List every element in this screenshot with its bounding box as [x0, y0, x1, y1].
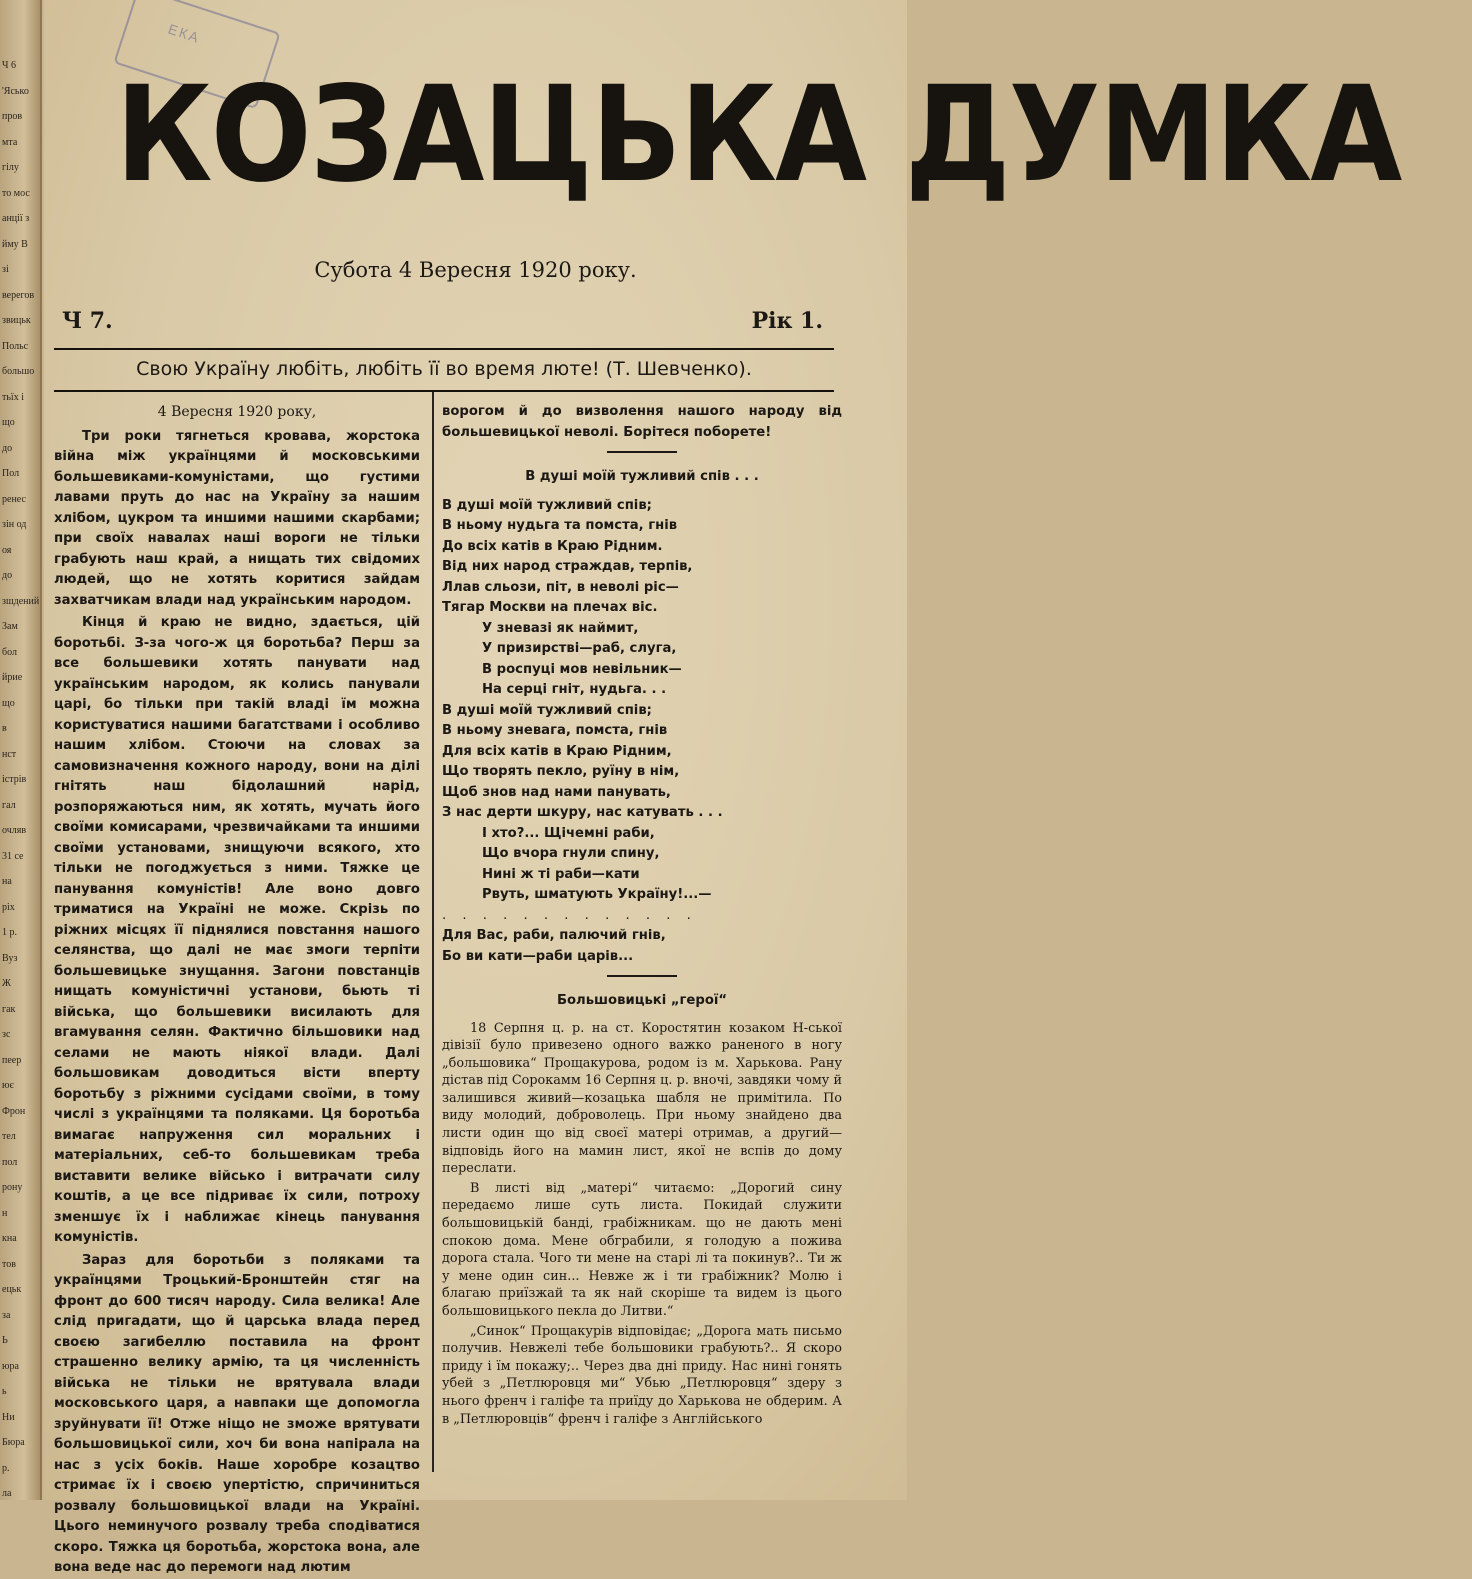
strip-fragment: рону: [2, 1182, 23, 1193]
poem-title: В душі моїй тужливий спів . . .: [525, 469, 759, 484]
strip-fragment: в: [2, 723, 7, 734]
strip-fragment: юра: [2, 1360, 19, 1372]
strip-fragment: гілу: [2, 162, 19, 173]
editorial-paragraph: Три роки тягнеться кровава, жорстока війна між українцями й московськими большевиками-комуністами, що густими лавами пруть до нас на Україну за нашим хлібом, цукром та иншими нашими скарбами; при своїх навалах наші вороги не тільки грабують наш край, а нищать тих свідомих людей, що не хотять коритися зайдам захватчикам влади над українським народом.: [54, 428, 420, 608]
strip-fragment: бол: [2, 646, 17, 658]
poem-line: В ньому нудьга та помста, гнів: [442, 518, 678, 533]
strip-fragment: н: [2, 1207, 8, 1219]
strip-fragment: до: [2, 570, 13, 581]
strip-fragment: йрие: [2, 672, 23, 683]
year-number: Рік 1.: [751, 308, 823, 334]
poem-line: Рвуть, шматують Україну!...—: [482, 887, 712, 902]
previous-page-edge: [0, 0, 42, 1500]
strip-fragment: тел: [2, 1131, 16, 1142]
strip-fragment: ь: [2, 1386, 7, 1397]
editorial-paragraph: Кінця й краю не видно, здається, цій боротьбі. З-за чого-ж ця боротьба? Перш за все большевики хотять панувати над українським народом, як колись панували царі, бо тільки при такій владі їм можна користуватися нашими багатствами і особливо нашим хлібом. Стоючи на словах за самовизначення кожного народу, вони на ділі гнітять наш бідолашний нарід, розпоряжаються ним, як хотять, мучать його своїми комисарами, чрезвичайками та иншими своїми установами, знищуючи всякого, хто тільки не погоджується з ними. Тяжке це панування комуністів! Але воно довго триматися на Україні не може. Скрізь по ріжних місцях її піднялися повстання нашого селянства, що далі не має змоги терпіти большевицьке знущання. Загони повстанців нищать комуністичні установи, бьють ті війська, що большевики висилають для вгамування селян. Фактично більшовики над селами не мають ніякої влади. Далі большовикам доводиться вісти вперту боротьбу з ріжними сусідами своїми, в тому числі з українцями та поляками. Ця боротьба вимагає напруження сил моральних і матеріальних, себ-то большевикам треба виставити велике військо і витрачати силу коштів, а це все підриває їх сили, потроху зменшує їх і наближає кінець панування комуністів.: [54, 615, 420, 1245]
masthead: [44, 50, 1401, 220]
strip-fragment: 1 р.: [2, 927, 17, 938]
strip-fragment: за: [2, 1309, 11, 1321]
strip-fragment: зшдений: [2, 595, 40, 607]
motto: Свою Україну любіть, любіть її во время люте! (Т. Шевченко).: [136, 358, 752, 380]
poem-line: В душі моїй тужливий спів;: [442, 702, 652, 718]
poem: [442, 496, 842, 968]
stamp-text: ЕКА: [166, 20, 203, 47]
poem-line: У призирстві—раб, слуга,: [482, 641, 677, 656]
poem-line: У зневазі як наймит,: [482, 620, 639, 636]
issue-number: Ч 7.: [62, 308, 113, 334]
motto-bottom-rule: [54, 390, 834, 392]
strip-fragment: звицьк: [2, 315, 31, 326]
poem-line: І хто?... Щічемні раби,: [482, 825, 655, 841]
strip-fragment: Ни: [2, 1411, 15, 1423]
newspaper-page: [44, 0, 1401, 1575]
strip-fragment: тов: [2, 1258, 16, 1270]
poem-line: Що вчора гнули спину,: [482, 846, 660, 861]
strip-fragment: Вуз: [2, 952, 18, 964]
poem-line: З нас дерти шкуру, нас катувать . . .: [442, 805, 723, 820]
column-divider: [432, 392, 434, 1472]
motto-top-rule: [54, 348, 834, 350]
strip-fragment: пров: [2, 111, 23, 122]
poem-line: В душі моїй тужливий спів;: [442, 497, 652, 513]
strip-fragment: Ь: [2, 1335, 8, 1346]
strip-fragment: гак: [2, 1003, 16, 1015]
strip-fragment: зін од: [2, 519, 27, 530]
strip-fragment: 'Ясько: [2, 85, 29, 97]
strip-fragment: 31 се: [2, 850, 24, 862]
strip-fragment: йму В: [2, 238, 28, 250]
strip-fragment: ецьк: [2, 1284, 22, 1295]
poem-line: Нині ж ті раби—кати: [482, 866, 640, 882]
strip-fragment: пеер: [2, 1054, 22, 1066]
section-separator: [607, 975, 677, 977]
strip-fragment: зс: [2, 1029, 11, 1040]
column-right: [442, 402, 842, 1428]
newspaper-title: КОЗАЦЬКА ДУМКА: [115, 58, 1401, 212]
dateline: Субота 4 Вересня 1920 року.: [314, 258, 637, 282]
strip-fragment: тьїх і: [2, 391, 24, 403]
editorial-paragraph: Зараз для боротьби з поляками та українцями Троцький-Бронштейн стяг на фронт до 600 тисяч народу. Сила велика! Але слід пригадати, що й царська влада перед своєю загибеллю поставила на фронт страшенно велику армію, та ця численність війська не тільки не врятувала влади московського царя, а навпаки ще допомогла зруйнувати її! Отже ніщо не зможе врятувати большовицької сили, хоч би вона напірала на нас з усіх боків. Наше хоробре козацтво стримає їх і своєю упертістю, спричиниться розвалу большовицької влади на Україні. Цього неминучого розвалу треба сподіватися скоро. Тяжка ця боротьба, жорстока вона, але вона веде нас до перемоги над лютим: [54, 1252, 420, 1575]
strip-fragment: що: [2, 697, 15, 709]
strip-fragment: ріх: [2, 901, 15, 913]
poem-line: Від них народ страждав, терпів,: [442, 559, 693, 574]
poem-line: Бо ви кати—раби царів...: [442, 948, 634, 964]
strip-fragment: Зам: [2, 621, 18, 632]
strip-fragment: до: [2, 442, 13, 454]
poem-line: До всіх катів в Краю Рідним.: [442, 538, 663, 554]
strip-fragment: на: [2, 876, 12, 887]
strip-fragment: ла: [2, 1488, 12, 1499]
strip-fragment: Бюра: [2, 1437, 25, 1448]
column-left: [54, 402, 420, 1579]
poem-line: В роспуці мов невільник—: [482, 661, 682, 677]
article-paragraph: В листі від „матері“ читаємо: „Дорогий сину передаємо лише суть листа. Покидай служити большовицькій банді, грабіжникам. що не дають мені спокою дома. Мене обграбили, я голодую а пожива дорога стала. Чого ти мене на старі лі та покинув?.. Ти ж у мене один син... Невже ж і ти грабіжник? Молю і благаю приїзжай та як най скоріше та видем із цього большовицького пекла до Литви.“: [442, 1180, 842, 1319]
strip-fragment: Ж: [2, 978, 11, 989]
article-title: Большовицькі „герої“: [556, 993, 728, 1008]
article-paragraph: 18 Серпня ц. р. на ст. Коростятин козаком Н-ської дівізії було привезено одного важко раненого в ногу „большовика“ Прощакурова, родом із м. Харькова. Рану дістав під Сорокамм 16 Серпня ц. р. вночі, завдяки чому й залишився живий—козацька шабля не примітила. По виду молодий, доброволець. При ньому знайдено два листи один що від своєї матері отримав, а другий—відповідь його на мамин лист, якої не вспів до дому переслати.: [442, 1020, 842, 1177]
poem-line: Що творять пекло, руїну в нім,: [442, 764, 680, 779]
strip-fragment: істрів: [2, 774, 27, 785]
poem-line: . . . . . . . . . . . . .: [442, 907, 697, 923]
article-paragraph: „Синок“ Прощакурів відповідає; „Дорога мать письмо получив. Невжелі тебе большовики грабують?.. Я скоро приду і їм покажу;.. Через два дні приду. Нас нині гонять убей з „Петлюровця ми“ Убью „Петлюровця“ здеру з нього френч і галіфе та приїду до Харькова не обдерим. А в „Петлюровців“ френч і галіфе з Англійського: [442, 1323, 842, 1427]
strip-fragment: очляв: [2, 825, 27, 836]
strip-fragment: Пол: [2, 468, 20, 479]
poem-line: На серці гніт, нудьга. . .: [482, 682, 667, 697]
strip-fragment: ренес: [2, 493, 26, 505]
poem-line: Щоб знов над нами панувать,: [442, 784, 671, 800]
strip-fragment: то мос: [2, 187, 30, 199]
strip-fragment: Польс: [2, 340, 29, 352]
strip-fragment: Ч 6: [2, 60, 16, 71]
editorial-heading: 4 Вересня 1920 року,: [157, 404, 317, 420]
strip-fragment: мта: [2, 136, 18, 148]
strip-fragment: нст: [2, 748, 17, 760]
poem-line: В ньому зневага, помста, гнів: [442, 723, 668, 738]
poem-line: Для Вас, раби, палючий гнів,: [442, 928, 666, 943]
editorial-continuation: ворогом й до визволення нашого народу від большевицької неволі. Борітеся поборете!: [442, 404, 842, 440]
strip-fragment: що: [2, 417, 15, 428]
strip-fragment: пол: [2, 1156, 18, 1168]
strip-fragment: большо: [2, 366, 35, 377]
strip-fragment: оя: [2, 544, 12, 556]
strip-fragment: р.: [2, 1462, 10, 1474]
poem-line: Ллав сльози, піт, в неволі ріс—: [442, 579, 679, 595]
strip-fragment: кна: [2, 1233, 17, 1244]
strip-fragment: верегов: [2, 289, 35, 301]
strip-fragment: ює: [2, 1080, 14, 1091]
poem-line: Для всіх катів в Краю Рідним,: [442, 743, 672, 759]
strip-fragment: анції з: [2, 213, 30, 224]
poem-line: Тягар Москви на плечах віс.: [442, 600, 658, 615]
strip-fragment: Фрон: [2, 1105, 26, 1117]
strip-fragment: гал: [2, 799, 16, 811]
section-separator: [607, 451, 677, 453]
strip-fragment: зі: [2, 264, 9, 275]
